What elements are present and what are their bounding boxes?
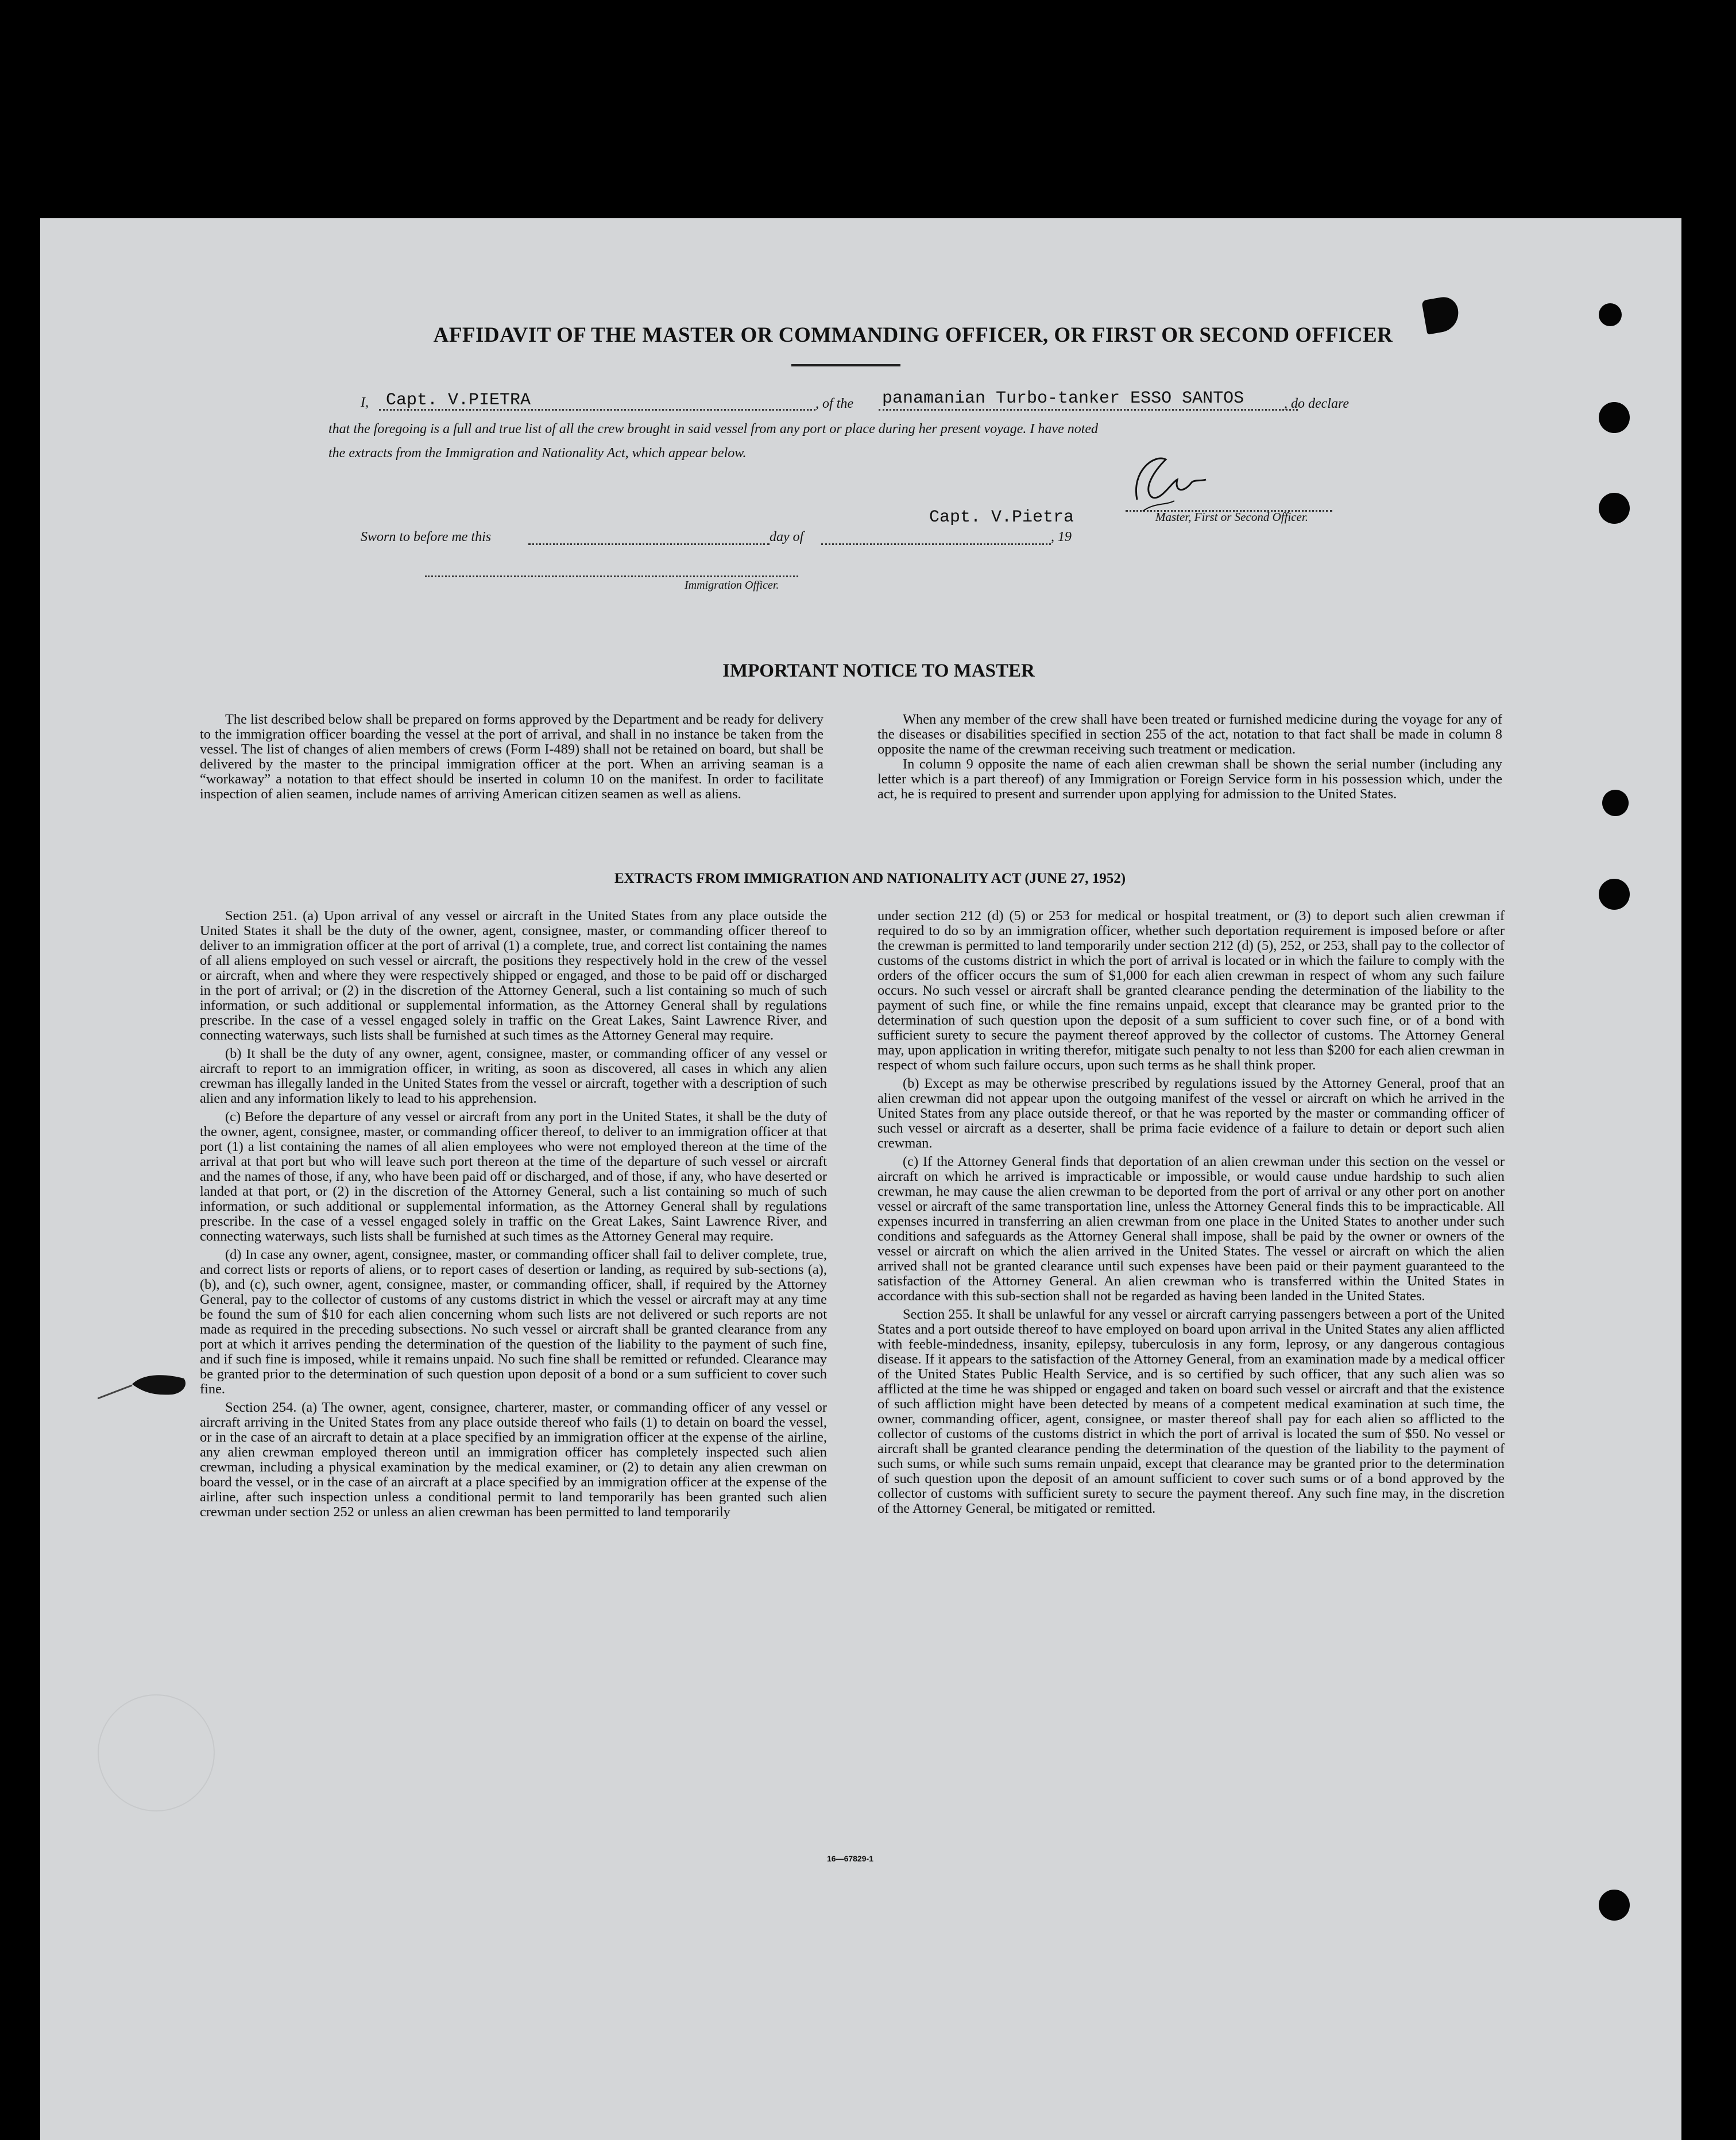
- sworn-label: Sworn to before me this: [361, 530, 492, 544]
- form-code: 16—67829-1: [827, 1854, 873, 1863]
- faint-embossed-seal: [98, 1694, 215, 1811]
- day-of-label: day of: [770, 530, 804, 544]
- notice-right-paragraph-2: In column 9 opposite the name of each alien crewman shall be shown the serial number (including any letter which is a part thereof) of any Immigration or Foreign Service form in his possession which, under the act, he is required to present and surrender upon applying for admission to the United States.: [877, 756, 1502, 802]
- notice-right-column: [877, 712, 1502, 802]
- extracts-right-column: [877, 909, 1505, 1516]
- section-251-c: (c) Before the departure of any vessel or aircraft from any port in the United States, it shall be the duty of the owner, agent, consignee, master, or commanding officer thereof, to deliver to an immigration officer at that port (1) a list containing the names of all alien employees who were not employed thereon at the time of the arrival at that port but who will leave such port thereon at the time of the departure of such vessel or aircraft and the names of those, if any, who have been paid off or discharged, and of those, if any, who have deserted or landed at that port, or (2) in the discretion of the Attorney General, such a list containing so much of such information, or such additional or supplemental information, as the Attorney General shall by regulations prescribe. In the case of a vessel engaged solely in traffic on the Great Lakes, Saint Lawrence River, and connecting waterways, such lists shall be furnished at such times as the Attorney General may require.: [200, 1109, 827, 1244]
- section-254-a-cont: under section 212 (d) (5) or 253 for medical or hospital treatment, or (3) to deport such alien crewman if required to do so by an immigration officer, whether such deportation requirement is imposed before or after the crewman is permitted to land temporarily under section 212 (d) (5), 252, or 253, shall pay to the collector of customs of the customs district in which the port of arrival is located or in which the failure to comply with the orders of the officer occurs the sum of $1,000 for each alien crewman in respect of whom any such failure occurs. No such vessel or aircraft shall be granted clearance pending the determination of the liability to the payment of such fine, or while the fine remains unpaid, except that clearance may be granted prior to the determination of such question upon the deposit of a sum sufficient to cover such fine, or of a bond with sufficient surety to secure the payment thereof approved by the collector of customs. The Attorney General may, upon application in writing therefor, mitigate such penalty to not less than $200 for each alien crewman in respect of whom such failure occurs, upon such terms as he shall think proper.: [877, 908, 1505, 1073]
- immigration-officer-caption: Immigration Officer.: [685, 579, 779, 592]
- i-label: I,: [361, 395, 369, 410]
- punch-hole-3: [1599, 493, 1630, 524]
- notice-left-column: [200, 712, 823, 802]
- notice-right-paragraph-1: When any member of the crew shall have been treated or furnished medicine during the voyage for any of the diseases or disabilities specified in section 255 of the act, notation to that fact shall be made in column 8 opposite the name of the crewman receiving such treatment or medication.: [877, 712, 1502, 757]
- extracts-left-column: [200, 909, 827, 1520]
- declare-label: , do declare: [1284, 396, 1350, 411]
- section-251-a: Section 251. (a) Upon arrival of any vessel or aircraft in the United States from any place outside the United States it shall be the duty of the owner, agent, consignee, master, or commanding officer thereof to deliver to an immigration officer at the port of arrival (1) a complete, true, and correct list containing the names of all aliens employed on such vessel or aircraft, the positions they respectively hold in the crew of the vessel or aircraft, when and where they were respectively shipped or engaged, and those to be paid off or discharged in the port of arrival; or (2) in the discretion of the Attorney General, such a list containing so much of such information, or such additional or supplemental information, as the Attorney General shall by regulations prescribe. In the case of a vessel engaged solely in traffic on the Great Lakes, Saint Lawrence River, and connecting waterways, such lists shall be furnished at such times as the Attorney General may require.: [200, 908, 827, 1043]
- ink-smudge: [98, 1367, 190, 1401]
- punch-hole-4: [1602, 790, 1629, 816]
- section-255: Section 255. It shall be unlawful for any vessel or aircraft carrying passengers between a port of the United States and a port outside thereof to have employed on board upon arrival in the United States any alien afflicted with feeble-mindedness, insanity, epilepsy, tuberculosis in any form, leprosy, or any dangerous contagious disease. If it appears to the satisfaction of the Attorney General, from an examination made by a medical officer of the United States Public Health Service, and is so certified by such officer, that any such alien was so afflicted at the time he was shipped or engaged and taken on board such vessel or aircraft and that the existence of such affliction might have been detected by means of a competent medical examination at such time, the owner, commanding officer, agent, consignee, or master thereof shall pay for each alien so afflicted to the collector of customs of the customs district in which the port of arrival is located the sum of $50. No vessel or aircraft shall be granted clearance pending the determination of the question of the liability to the payment of such sums, or while such sums remain unpaid, except that clearance may be granted prior to the determination of such question upon the deposit of an amount sufficient to cover such sums or of a bond approved by the collector of customs with sufficient surety to secure the payment thereof. Any such fine may, in the discretion of the Attorney General, be mitigated or remitted.: [877, 1307, 1505, 1516]
- punch-hole-1: [1599, 303, 1622, 326]
- punch-hole-6: [1599, 1890, 1630, 1921]
- sworn-month-line: [821, 543, 1051, 545]
- year-label: , 19: [1051, 530, 1072, 544]
- section-251-b: (b) It shall be the duty of any owner, agent, consignee, master, or commanding officer of any vessel or aircraft to report to an immigration officer, in writing, as soon as discovered, all cases in which any alien crewman has illegally landed in the United States from the vessel or aircraft, together with a description of such alien and any information likely to lead to his apprehension.: [200, 1046, 827, 1106]
- signature-mark: [1120, 448, 1212, 517]
- affidavit-line-2: that the foregoing is a full and true list of all the crew brought in said vessel from any port or place during her present voyage. I have noted: [328, 422, 1099, 437]
- section-254-c: (c) If the Attorney General finds that deportation of an alien crewman under this section on the vessel or aircraft on which he arrived is impracticable or impossible, or would cause undue hardship to such alien crewman, he may cause the alien crewman to be deported from the port of arrival or any other port on another vessel or aircraft of the same transportation line, unless the Attorney General finds this to be impracticable. All expenses incurred in transferring an alien crewman from one place in the United States to another under such conditions and safeguards as the Attorney General shall impose, shall be paid by the owner or owners of the vessel or aircraft on which the alien arrived in the United States. The vessel or aircraft on which the alien arrived shall not be granted clearance until such expenses have been paid or their payment guaranteed to the satisfaction of the Attorney General. An alien crewman who is transferred within the United States in accordance with this sub-section shall not be regarded as having been landed in the United States.: [877, 1154, 1505, 1304]
- section-251-d: (d) In case any owner, agent, consignee, master, or commanding officer shall fail to deliver complete, true, and correct lists or reports of aliens, or to report cases of desertion or landing, as required by sub-sections (a), (b), and (c), such owner, agent, consignee, master, or commanding officer, shall, if required by the Attorney General, pay to the collector of customs of any customs district in which the vessel or aircraft may at any time be found the sum of $10 for each alien concerning whom such lists are not delivered or such reports are not made as required in the preceding subsections. No such vessel or aircraft shall be granted clearance from any port at which it arrives pending the determination of the question of the liability to the payment of such fine, and if such fine is imposed, while it remains unpaid. No such fine shall be remitted or refunded. Clearance may be granted prior to the determination of such question upon deposit of a bond or a sum sufficient to cover such fine.: [200, 1247, 827, 1397]
- title-rule: [791, 364, 900, 366]
- affidavit-line-3: the extracts from the Immigration and Nationality Act, which appear below.: [328, 446, 747, 461]
- signer-typed-name: Capt. V.Pietra: [929, 508, 1074, 527]
- section-254-b: (b) Except as may be otherwise prescribed by regulations issued by the Attorney General, proof that an alien crewman did not appear upon the outgoing manifest of the vessel or aircraft on which he arrived in the United States from any place outside thereof, or that he was reported by the master or commanding officer of such vessel or aircraft as a deserter, shall be prima facie evidence of a failure to detain or deport such alien crewman.: [877, 1076, 1505, 1151]
- vessel-name: panamanian Turbo-tanker ESSO SANTOS: [882, 389, 1244, 408]
- immigration-officer-line: [425, 575, 798, 577]
- punch-hole-5: [1599, 879, 1630, 910]
- punch-hole-2: [1599, 402, 1630, 433]
- notice-left-paragraph: The list described below shall be prepared on forms approved by the Department and be ready for delivery to the immigration officer boarding the vessel at the port of arrival, and shall in no instance be taken from the vessel. The list of changes of alien members of crews (Form I-489) shall not be retained on board, but shall be delivered by the master to the principal immigration officer at the port. When an arriving seaman is a “workaway” a notation to that effect should be inserted in column 10 on the manifest. In order to facilitate inspection of alien seamen, include names of arriving American citizen seamen as well as aliens.: [200, 712, 823, 802]
- officer-caption: Master, First or Second Officer.: [1155, 510, 1308, 524]
- section-254-a: Section 254. (a) The owner, agent, consignee, charterer, master, or commanding officer of any vessel or aircraft arriving in the United States from any place outside thereof who fails (1) to detain on board the vessel, or in the case of an aircraft to detain at a place specified by an immigration officer at the expense of the airline, any alien crewman employed thereon until an immigration officer has completely inspected such alien crewman, including a physical examination by the medical examiner, or (2) to detain any alien crewman on board the vessel, or in the case of an aircraft at a place specified by an immigration officer at the expense of the airline, after such inspection unless a conditional permit to land temporarily has been granted such alien crewman under section 252 or unless an alien crewman has been permitted to land temporarily: [200, 1400, 827, 1520]
- vessel-line: [879, 409, 1298, 411]
- affidavit-title: AFFIDAVIT OF THE MASTER OR COMMANDING OFFICER, OR FIRST OR SECOND OFFICER: [433, 323, 1393, 347]
- sworn-day-line: [528, 543, 770, 545]
- notice-title: IMPORTANT NOTICE TO MASTER: [722, 660, 1035, 681]
- extracts-title: EXTRACTS FROM IMMIGRATION AND NATIONALITY ACT (JUNE 27, 1952): [614, 871, 1126, 886]
- of-the-label: , of the: [815, 396, 853, 411]
- master-name: Capt. V.PIETRA: [386, 391, 531, 410]
